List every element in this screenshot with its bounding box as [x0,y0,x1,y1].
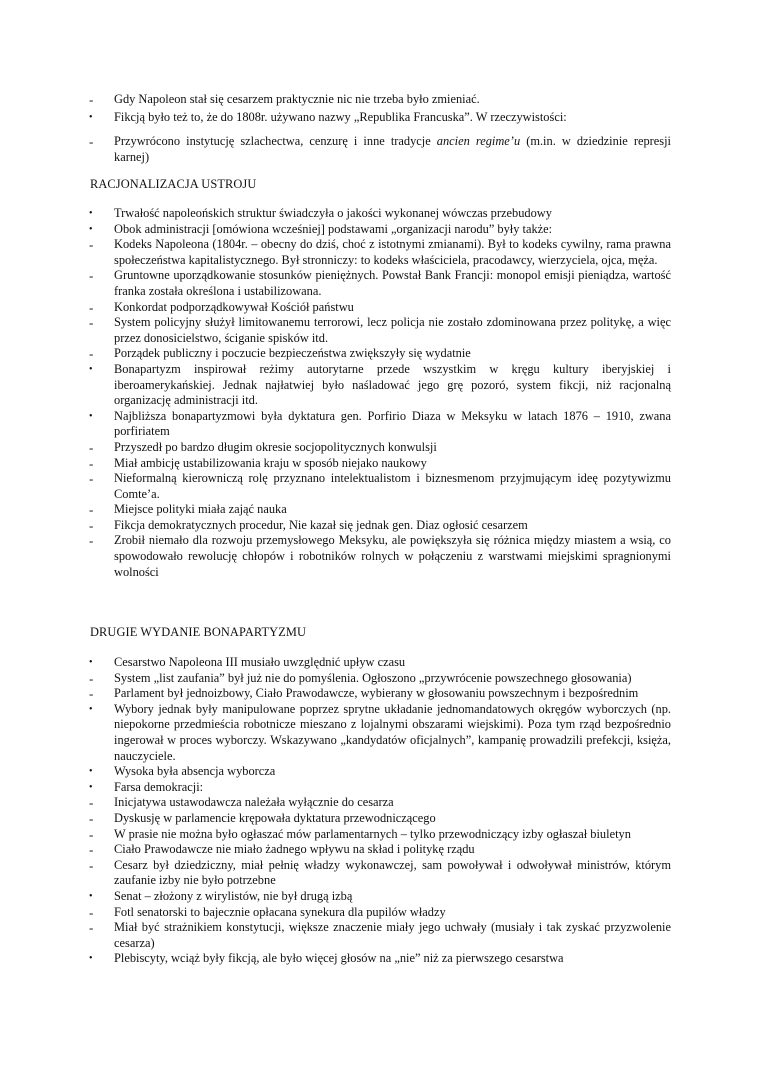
list-item-text: Parlament był jednoizbowy, Ciało Prawodawcze, wybierany w głosowaniu powszechnym i bezpośrednim [114,686,639,701]
dash-bullet: - [89,315,94,331]
list-item [88,811,671,827]
dash-bullet: - [89,920,94,936]
list-item-text: Wybory jednak były manipulowane poprzez sprytne układanie jednomandatowych okręgów wyborczych (np. niepokorne przedmieścia robotnicze mieszano z lojalnymi obszarami wiejskimi). Poza tym rząd bezpośrednio ingerował w proces wyborczy. Wskazywano „kandydatów oficjalnych”, kampanię prowadzili prefekcji, księża, nauczyciele. [114,701,671,763]
dot-bullet: • [89,657,93,668]
drugie-wydanie-list [88,655,671,967]
dash-bullet: - [89,826,94,842]
list-item-text: Wysoka była absencja wyborcza [114,764,276,779]
list-item [88,842,671,858]
list-item-text: Obok administracji [omówiona wcześniej] podstawami „organizacji narodu” były także: [114,221,553,236]
list-item [88,92,671,108]
list-item [88,827,671,843]
italic-phrase: ancien regime’u [436,134,521,149]
list-item-text: Ciało Prawodawcze nie miało żadnego wpływu na skład i politykę rządu [114,842,475,857]
dot-bullet: • [89,781,93,793]
list-item [88,858,671,889]
list-item-text: Miał ambicję ustabilizowania kraju w sposób niejako naukowy [114,455,427,470]
dash-bullet: - [89,686,94,702]
list-item [88,951,671,967]
list-item-text: Plebiscyty, wciąż były fikcją, ale było więcej głosów na „nie” niż za pierwszego cesarstwa [114,951,564,966]
list-item [88,346,671,362]
list-item [88,315,671,346]
list-item-text: Zrobił niemało dla rozwoju przemysłowego Meksyku, ale powiększyła się różnica między miastem a wsią, co spowodowało rewolucję chłopów i robotników rolnych w połączeniu z warstwami miejskimi spragnionymi wolności [114,533,671,579]
dash-bullet: - [89,134,94,150]
dot-bullet: • [89,890,93,902]
dot-bullet: • [89,953,93,965]
list-item [88,222,671,238]
list-item [88,300,671,316]
list-item-text: Inicjatywa ustawodawcza należała wyłącznie do cesarza [114,795,394,810]
section-heading: DRUGIE WYDANIE BONAPARTYZMU [90,625,307,639]
list-item [88,702,671,764]
dash-bullet: - [89,471,94,487]
list-item [88,764,671,780]
list-item-text: Farsa demokracji: [114,779,204,794]
list-item-text: Gruntowne uporządkowanie stosunków pieniężnych. Powstał Bank Francji: monopol emisji pieniądza, wartość franka została określona i ustabilizowana. [114,268,671,298]
dash-bullet: - [89,92,94,107]
list-item [88,206,671,222]
list-item-text: Miał być strażnikiem konstytucji, większe znaczenie miały jego uchwały (musiały i tak zyskać przyzwolenie cesarza) [114,920,671,950]
dash-bullet: - [89,502,94,518]
dash-bullet: - [89,455,94,471]
list-item-text: Kodeks Napoleona (1804r. – obecny do dziś, choć z istotnymi zmianami). Był to kodeks cywilny, rama prawna społeczeństwa kapitalistycznego. Był stronniczy: to kodeks właściciela, pracodawcy, wierzyciela, ojca, męża. [114,237,671,267]
list-item-text: Gdy Napoleon stał się cesarzem praktycznie nic nie trzeba było zmieniać. [114,92,480,106]
dash-bullet: - [89,810,94,826]
list-item-text: Fikcją było też to, że do 1808r. używano nazwy „Republika Francuska”. W rzeczywistości: [114,109,567,124]
dot-bullet: • [89,363,93,375]
list-item [88,237,671,268]
list-item-text: Miejsce polityki miała zająć nauka [114,502,287,517]
list-item-text: Cesarz był dziedziczny, miał pełnię władzy wykonawczej, sam powoływał i odwoływał ministrów, którym zaufanie izby nie było potrzebne [114,857,671,888]
list-item [88,471,671,502]
list-item [88,409,671,440]
intro-list [88,92,671,165]
section-heading: RACJONALIZACJA USTROJU [90,177,257,191]
list-item [88,889,671,905]
list-item-text: Bonapartyzm inspirował reżimy autorytarne przede wszystkim w kręgu kultury iberyjskiej i iberoamerykańskiej. Jednak najłatwiej było naśladować jego grę pozoró, system fikcji, niż racjonalną organizację administracji itd. [114,361,671,408]
list-item [88,905,671,921]
dot-bullet: • [89,111,93,123]
dash-bullet: - [89,439,94,455]
list-item [88,110,671,126]
list-item [88,671,671,687]
dash-bullet: - [89,904,94,920]
list-item [88,440,671,456]
list-item-text: W prasie nie można było ogłaszać mów parlamentarnych – tylko przewodniczący izby ogłaszał biuletyn [114,826,631,841]
list-item [88,456,671,472]
list-item [88,268,671,299]
dot-bullet: • [89,410,93,422]
list-item-text: System „list zaufania” był już nie do pomyślenia. Ogłoszono „przywrócenie powszechnego głosowania) [114,670,632,685]
dash-bullet: - [89,299,94,315]
dash-bullet: - [89,670,94,686]
list-item-text: Porządek publiczny i poczucie bezpieczeństwa zwiększyły się wydatnie [114,346,471,361]
list-item-text: Nieformalną kierowniczą rolę przyznano intelektualistom i biznesmenom przyjmującym ideę pozytywizmu Comte’a. [114,471,671,501]
dash-bullet: - [89,346,94,362]
dash-bullet: - [89,842,94,858]
list-item [88,502,671,518]
dash-bullet: - [89,517,94,533]
list-item-text: Cesarstwo Napoleona III musiało uwzględnić upływ czasu [114,655,406,669]
list-item-text: Fotl senatorski to bajecznie opłacana synekura dla pupilów władzy [114,904,446,919]
list-item-text: Przywrócono instytucję szlachectwa, cenzurę i inne tradycje ancien regime’u (m.in. w dziedzinie represji karnej) [114,134,671,164]
list-item-text: System policyjny służył limitowanemu terrorowi, lecz policja nie zostało zdominowana przez politykę, a więc przez donosicielstwo, ściganie spisków itd. [114,315,671,345]
list-item-text: Dyskusję w parlamencie krępowała dyktatura przewodniczącego [114,810,436,825]
list-item [88,655,671,671]
dot-bullet: • [89,703,93,715]
list-item-text: Najbliższa bonapartyzmowi była dyktatura gen. Porfirio Diaza w Meksyku w latach 1876 – 1910, zwana porfiriatem [114,408,671,439]
list-item [88,780,671,796]
dash-bullet: - [89,237,94,253]
list-item [88,134,671,165]
dash-bullet: - [89,795,94,811]
list-item [88,518,671,534]
dot-bullet: • [89,766,93,778]
list-item [88,795,671,811]
dash-bullet: - [89,857,94,873]
list-item-text: Senat – złożony z wirylistów, nie był drugą izbą [114,888,353,903]
dot-bullet: • [89,223,93,235]
list-item-text: Trwałość napoleońskich struktur świadczyła o jakości wykonanej wówczas przebudowy [114,206,552,220]
dash-bullet: - [89,533,94,549]
list-item [88,686,671,702]
list-item [88,920,671,951]
list-item-text: Konkordat podporządkowywał Kościół państwu [114,299,354,314]
dot-bullet: • [89,208,93,219]
list-item [88,533,671,580]
racjonalizacja-list [88,206,671,580]
list-item [88,362,671,409]
list-item-text: Przyszedł po bardzo długim okresie socjopolitycznych konwulsji [114,439,437,454]
list-item-text: Fikcja demokratycznych procedur, Nie kazał się jednak gen. Diaz ogłosić cesarzem [114,517,528,532]
dash-bullet: - [89,268,94,284]
